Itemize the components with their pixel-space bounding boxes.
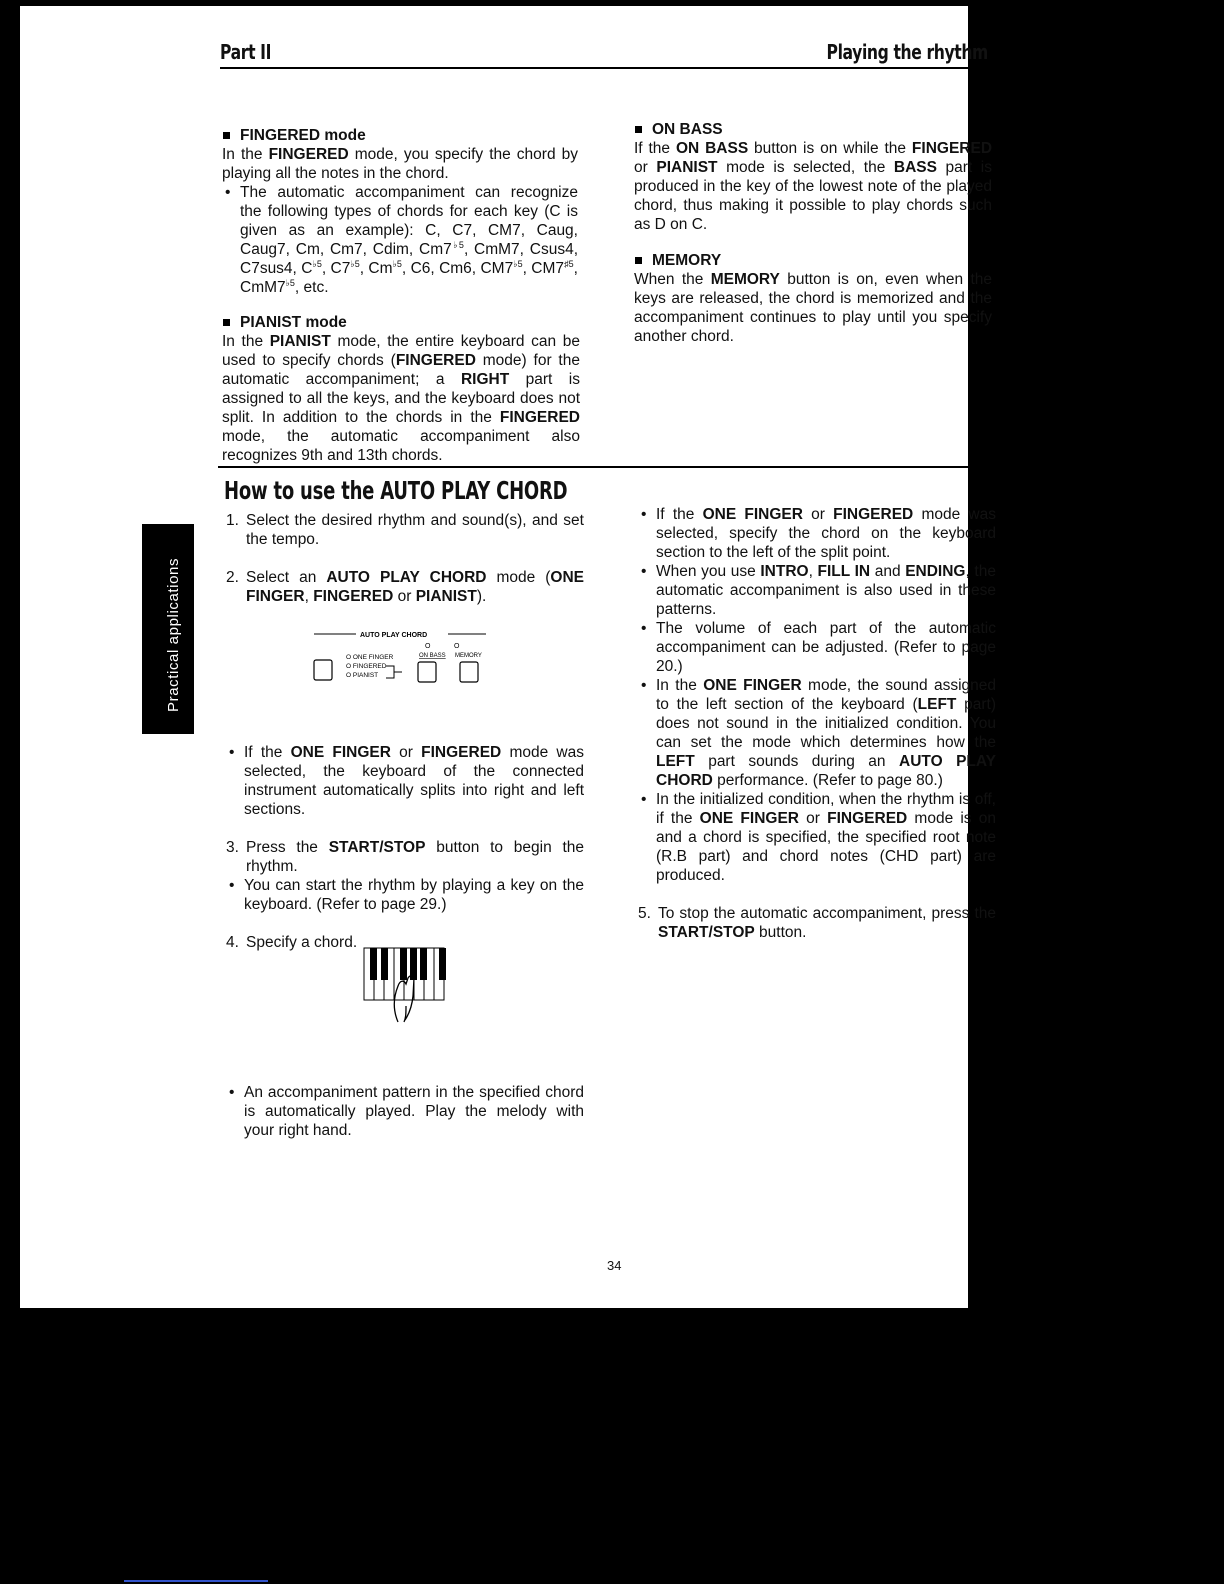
howto-right-column — [638, 505, 996, 942]
scan-edge-bar — [142, 0, 442, 3]
header-part: Part II — [220, 40, 272, 64]
memory-section — [634, 251, 992, 346]
mode-option-fingered: O FINGERED — [346, 663, 387, 670]
step-3: 3. Press the START/STOP button to begin the rhythm. — [226, 839, 585, 875]
onbass-heading: ON BASS — [634, 120, 992, 139]
fingered-section — [222, 126, 578, 297]
panel-title: AUTO PLAY CHORD — [360, 632, 428, 639]
right-note-1: • If the ONE FINGER or FINGERED mode was selected, specify the chord on the keyboard section to the left of the split point. — [638, 505, 996, 562]
step-3-note: • You can start the rhythm by playing a key on the keyboard. (Refer to page 29.) — [226, 876, 584, 914]
step-4-note: • An accompaniment pattern in the specified chord is automatically played. Play the melody with your right hand. — [226, 1083, 584, 1140]
right-note-4: • In the ONE FINGER mode, the sound assigned to the left section of the keyboard (LEFT part) does not sound in the initialized condition. You can set the mode which determines how the LEFT part sounds during an AUTO PLAY CHORD performance. (Refer to page 80.) — [638, 676, 996, 790]
memory-button — [460, 662, 478, 682]
on-bass-label: ON BASS — [419, 653, 446, 659]
mode-option-pianist: O PIANIST — [346, 672, 379, 679]
keyboard-chord-illustration — [362, 944, 452, 1044]
memory-indicator: O — [454, 643, 460, 650]
binder-hole-mark — [1016, 450, 1040, 474]
right-note-3: • The volume of each part of the automatic accompaniment can be adjusted. (Refer to page 20.) — [638, 619, 996, 676]
binder-hole-mark — [1022, 805, 1046, 829]
right-note-2: • When you use INTRO, FILL IN and ENDING, the automatic accompaniment is also used in these patterns. — [638, 562, 996, 619]
right-note-5: • In the initialized condition, when the rhythm is off, if the ONE FINGER or FINGERED mode is on and a chord is specified, the specified root note (R.B part) and chord notes (CHD part) are produced. — [638, 790, 996, 885]
onbass-section — [634, 120, 992, 234]
step-4: 4. Specify a chord. — [226, 934, 358, 951]
section-rule — [218, 466, 1008, 468]
mode-select-button — [314, 660, 332, 680]
pianist-heading: PIANIST mode — [222, 313, 580, 332]
on-bass-indicator: O — [425, 643, 431, 650]
memory-body: When the MEMORY button is on, even when the keys are released, the chord is memorized and the accompaniment continues to play until you specify another chord. — [634, 271, 992, 345]
howto-left-column — [226, 511, 584, 1140]
step-2: 2. Select an AUTO PLAY CHORD mode (ONE FINGER, FINGERED or PIANIST). — [226, 569, 584, 605]
on-bass-button — [418, 662, 436, 682]
step-2-note: • If the ONE FINGER or FINGERED mode was selected, the keyboard of the connected instrument automatically splits into right and left sections. — [226, 743, 584, 819]
step-1: 1. Select the desired rhythm and sound(s), and set the tempo. — [226, 512, 584, 548]
header-section: Playing the rhythm — [826, 40, 988, 64]
mode-option-one-finger: O ONE FINGER — [346, 654, 394, 661]
auto-play-chord-panel-illustration — [310, 626, 500, 688]
fingered-heading: FINGERED mode — [222, 126, 578, 145]
onbass-body: If the ON BASS button is on while the FINGERED or PIANIST mode is selected, the BASS part is produced in the key of the lowest note of the played chord, thus making it possible to play chords such as D on C. — [634, 140, 993, 233]
step-5: 5. To stop the automatic accompaniment, press the START/STOP button. — [638, 905, 996, 941]
howto-title: How to use the AUTO PLAY CHORD — [224, 476, 568, 505]
page-number: 34 — [607, 1258, 622, 1273]
fingered-intro: In the FINGERED mode, you specify the chord by playing all the notes in the chord. — [222, 146, 579, 182]
pianist-body: In the PIANIST mode, the entire keyboard can be used to specify chords (FINGERED mode) for the automatic accompaniment; a RIGHT part is assigned to all the keys, and the keyboard does not split. In addition to the chords in the FINGERED mode, the automatic accompaniment also recognizes 9th and 13th chords. — [222, 333, 581, 464]
header-rule — [220, 67, 990, 69]
fingered-bullet: • The automatic accompaniment can recognize the following types of chords for each key (C is given as an example): C, C7, CM7, Caug, Caug7, Cm, Cm7, Cdim, $Cm7^{♭5}$, CmM7, Csus4, C7sus4, $C^{♭5}$, $C7^{♭5}$, $Cm^{♭5}$, C6, Cm6, $CM7^{♭5}$, $CM7^{♯5}$, $CmM7^{♭5}$, etc. — [222, 183, 578, 297]
memory-heading: MEMORY — [634, 251, 992, 270]
pianist-section — [222, 313, 580, 465]
scan-link-underline — [124, 1580, 268, 1582]
side-tab-label: Practical applications — [165, 557, 182, 712]
memory-label: MEMORY — [455, 653, 482, 659]
